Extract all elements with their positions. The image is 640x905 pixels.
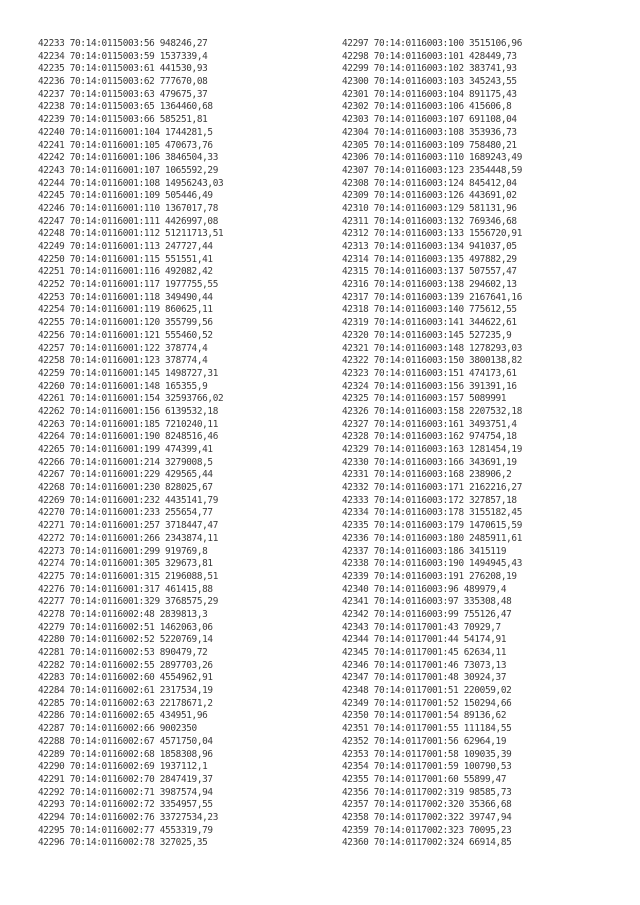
list-item: 42313 70:14:0116003:134 941037,05 xyxy=(342,241,517,252)
list-item: 42353 70:14:0117001:58 109035,39 xyxy=(342,748,512,760)
list-item: 42319 70:14:0116003:141 344622,61 xyxy=(342,317,517,329)
list-item: 42356 70:14:0117002:319 98585,73 xyxy=(342,786,512,798)
list-item: 42305 70:14:0116003:109 758480,21 xyxy=(342,139,517,151)
list-item: 42283 70:14:0116002:60 4554962,91 xyxy=(38,672,213,684)
list-item: 42291 70:14:0116002:70 2847419,37 xyxy=(38,773,213,785)
list-item: 42332 70:14:0116003:171 2162216,27 xyxy=(342,482,523,494)
list-item: 42360 70:14:0117002:324 66914,85 xyxy=(342,837,512,849)
list-item: 42249 70:14:0116001:113 247727,44 xyxy=(38,241,213,252)
list-item: 42315 70:14:0116003:137 507557,47 xyxy=(342,266,517,278)
list-item: 42243 70:14:0116001:107 1065592,29 xyxy=(38,164,219,176)
list-item: 42259 70:14:0116001:145 1498727,31 xyxy=(38,367,219,379)
list-item: 42328 70:14:0116003:162 974754,18 xyxy=(342,431,517,443)
list-item: 42307 70:14:0116003:123 2354448,59 xyxy=(342,164,523,176)
list-item: 42320 70:14:0116003:145 527235,9 xyxy=(342,329,512,341)
list-item: 42244 70:14:0116001:108 14956243,03 xyxy=(38,177,224,189)
list-item: 42329 70:14:0116003:163 1281454,19 xyxy=(342,444,523,455)
list-item: 42285 70:14:0116002:63 22178671,2 xyxy=(38,697,213,709)
list-item: 42302 70:14:0116003:106 415606,8 xyxy=(342,101,512,113)
list-item: 42237 70:14:0115003:63 479675,37 xyxy=(38,88,208,100)
list-item: 42346 70:14:0117001:46 73073,13 xyxy=(342,659,507,671)
list-item: 42278 70:14:0116002:48 2839813,3 xyxy=(38,608,208,620)
list-item: 42238 70:14:0115003:65 1364460,68 xyxy=(38,101,213,113)
list-item: 42348 70:14:0117001:51 220059,02 xyxy=(342,685,512,697)
list-item: 42350 70:14:0117001:54 89136,62 xyxy=(342,710,507,722)
list-item: 42299 70:14:0116003:102 383741,93 xyxy=(342,63,517,75)
list-item: 42311 70:14:0116003:132 769346,68 xyxy=(342,215,517,227)
list-item: 42304 70:14:0116003:108 353936,73 xyxy=(342,126,517,138)
list-item: 42316 70:14:0116003:138 294602,13 xyxy=(342,279,517,291)
list-item: 42295 70:14:0116002:77 4553319,79 xyxy=(38,824,213,836)
list-item: 42262 70:14:0116001:156 6139532,18 xyxy=(38,405,219,417)
list-item: 42330 70:14:0116003:166 343691,19 xyxy=(342,456,517,468)
list-item: 42339 70:14:0116003:191 276208,19 xyxy=(342,570,517,582)
right-column xyxy=(342,38,522,850)
list-item: 42359 70:14:0117002:323 70095,23 xyxy=(342,824,512,836)
list-item: 42309 70:14:0116003:126 443691,02 xyxy=(342,190,517,202)
list-item: 42335 70:14:0116003:179 1470615,59 xyxy=(342,520,523,532)
list-item: 42296 70:14:0116002:78 327025,35 xyxy=(38,837,208,849)
list-item: 42250 70:14:0116001:115 551551,41 xyxy=(38,253,213,265)
list-item: 42277 70:14:0116001:329 3768575,29 xyxy=(38,596,219,608)
list-item: 42270 70:14:0116001:233 255654,77 xyxy=(38,507,213,519)
list-item: 42287 70:14:0116002:66 9002350 xyxy=(38,723,197,735)
list-item: 42269 70:14:0116001:232 4435141,79 xyxy=(38,494,219,506)
list-item: 42275 70:14:0116001:315 2196088,51 xyxy=(38,570,219,582)
list-item: 42357 70:14:0117002:320 35366,68 xyxy=(342,799,512,811)
list-item: 42258 70:14:0116001:123 378774,4 xyxy=(38,355,208,367)
list-item: 42322 70:14:0116003:150 3800138,82 xyxy=(342,355,523,367)
list-item: 42245 70:14:0116001:109 505446,49 xyxy=(38,190,213,202)
list-item: 42355 70:14:0117001:60 55899,47 xyxy=(342,773,507,785)
list-item: 42264 70:14:0116001:190 8248516,46 xyxy=(38,431,219,443)
list-item: 42326 70:14:0116003:158 2207532,18 xyxy=(342,405,523,417)
list-item: 42352 70:14:0117001:56 62964,19 xyxy=(342,735,507,747)
list-item: 42252 70:14:0116001:117 1977755,55 xyxy=(38,279,219,291)
list-item: 42240 70:14:0116001:104 1744281,5 xyxy=(38,126,213,138)
list-item: 42282 70:14:0116002:55 2897703,26 xyxy=(38,659,213,671)
list-item: 42242 70:14:0116001:106 3846504,33 xyxy=(38,152,219,164)
list-item: 42314 70:14:0116003:135 497882,29 xyxy=(342,253,517,265)
list-item: 42340 70:14:0116003:96 489979,4 xyxy=(342,583,507,595)
list-item: 42349 70:14:0117001:52 150294,66 xyxy=(342,697,512,709)
list-item: 42290 70:14:0116002:69 1937112,1 xyxy=(38,761,208,773)
list-item: 42288 70:14:0116002:67 4571750,04 xyxy=(38,735,213,747)
list-item: 42310 70:14:0116003:129 581131,96 xyxy=(342,202,517,214)
list-item: 42298 70:14:0116003:101 428449,73 xyxy=(342,50,517,62)
list-item: 42248 70:14:0116001:112 51211713,51 xyxy=(38,228,224,240)
list-item: 42321 70:14:0116003:148 1278293,03 xyxy=(342,342,523,354)
list-item: 42233 70:14:0115003:56 948246,27 xyxy=(38,38,208,49)
list-item: 42323 70:14:0116003:151 474173,61 xyxy=(342,367,517,379)
list-item: 42247 70:14:0116001:111 4426997,08 xyxy=(38,215,219,227)
list-item: 42344 70:14:0117001:44 54174,91 xyxy=(342,634,507,646)
list-item: 42235 70:14:0115003:61 441530,93 xyxy=(38,63,208,75)
list-item: 42281 70:14:0116002:53 890479,72 xyxy=(38,647,208,658)
list-item: 42354 70:14:0117001:59 100790,53 xyxy=(342,761,512,773)
list-item: 42325 70:14:0116003:157 5089991 xyxy=(342,393,507,405)
list-item: 42294 70:14:0116002:76 33727534,23 xyxy=(38,811,219,823)
list-item: 42293 70:14:0116002:72 3354957,55 xyxy=(38,799,213,811)
list-item: 42257 70:14:0116001:122 378774,4 xyxy=(38,342,208,354)
list-item: 42312 70:14:0116003:133 1556720,91 xyxy=(342,228,523,240)
list-item: 42280 70:14:0116002:52 5220769,14 xyxy=(38,634,213,646)
list-item: 42260 70:14:0116001:148 165355,9 xyxy=(38,380,208,392)
list-item: 42338 70:14:0116003:190 1494945,43 xyxy=(342,558,523,570)
list-item: 42289 70:14:0116002:68 1858308,96 xyxy=(38,748,213,760)
list-item: 42301 70:14:0116003:104 891175,43 xyxy=(342,88,517,100)
list-item: 42331 70:14:0116003:168 238906,2 xyxy=(342,469,512,481)
list-item: 42236 70:14:0115003:62 777670,08 xyxy=(38,76,208,88)
list-item: 42300 70:14:0116003:103 345243,55 xyxy=(342,76,517,88)
list-item: 42336 70:14:0116003:180 2485911,61 xyxy=(342,532,523,544)
list-item: 42347 70:14:0117001:48 30924,37 xyxy=(342,672,507,684)
list-item: 42239 70:14:0115003:66 585251,81 xyxy=(38,114,208,126)
list-item: 42267 70:14:0116001:229 429565,44 xyxy=(38,469,213,481)
list-item: 42317 70:14:0116003:139 2167641,16 xyxy=(342,291,523,303)
list-item: 42342 70:14:0116003:99 755126,47 xyxy=(342,608,512,620)
list-item: 42268 70:14:0116001:230 828025,67 xyxy=(38,482,213,494)
list-item: 42254 70:14:0116001:119 860625,11 xyxy=(38,304,213,316)
list-item: 42284 70:14:0116002:61 2317534,19 xyxy=(38,685,213,697)
list-item: 42241 70:14:0116001:105 470673,76 xyxy=(38,139,213,151)
list-item: 42266 70:14:0116001:214 3279008,5 xyxy=(38,456,213,468)
list-item: 42276 70:14:0116001:317 461415,88 xyxy=(38,583,213,595)
list-item: 42251 70:14:0116001:116 492082,42 xyxy=(38,266,213,278)
list-item: 42255 70:14:0116001:120 355799,56 xyxy=(38,317,213,329)
list-item: 42358 70:14:0117002:322 39747,94 xyxy=(342,811,512,823)
list-item: 42273 70:14:0116001:299 919769,8 xyxy=(38,545,208,557)
list-item: 42261 70:14:0116001:154 32593766,02 xyxy=(38,393,224,405)
list-item: 42272 70:14:0116001:266 2343874,11 xyxy=(38,532,219,544)
list-item: 42286 70:14:0116002:65 434951,96 xyxy=(38,710,208,722)
list-item: 42327 70:14:0116003:161 3493751,4 xyxy=(342,418,517,430)
list-item: 42334 70:14:0116003:178 3155182,45 xyxy=(342,507,523,519)
list-item: 42274 70:14:0116001:305 329673,81 xyxy=(38,558,213,570)
list-item: 42253 70:14:0116001:118 349490,44 xyxy=(38,291,213,303)
list-item: 42345 70:14:0117001:45 62634,11 xyxy=(342,647,507,658)
left-column xyxy=(38,38,223,850)
list-item: 42297 70:14:0116003:100 3515106,96 xyxy=(342,38,523,49)
list-item: 42337 70:14:0116003:186 3415119 xyxy=(342,545,507,557)
list-item: 42265 70:14:0116001:199 474399,41 xyxy=(38,444,213,455)
list-item: 42351 70:14:0117001:55 111184,55 xyxy=(342,723,512,735)
list-item: 42279 70:14:0116002:51 1462063,06 xyxy=(38,621,213,633)
list-item: 42341 70:14:0116003:97 335308,48 xyxy=(342,596,512,608)
list-item: 42234 70:14:0115003:59 1537339,4 xyxy=(38,50,208,62)
list-item: 42271 70:14:0116001:257 3718447,47 xyxy=(38,520,219,532)
list-item: 42343 70:14:0117001:43 70929,7 xyxy=(342,621,501,633)
list-item: 42292 70:14:0116002:71 3987574,94 xyxy=(38,786,213,798)
list-item: 42324 70:14:0116003:156 391391,16 xyxy=(342,380,517,392)
list-item: 42263 70:14:0116001:185 7210240,11 xyxy=(38,418,219,430)
list-item: 42246 70:14:0116001:110 1367017,78 xyxy=(38,202,219,214)
list-item: 42306 70:14:0116003:110 1689243,49 xyxy=(342,152,523,164)
list-item: 42318 70:14:0116003:140 775612,55 xyxy=(342,304,517,316)
list-item: 42303 70:14:0116003:107 691108,04 xyxy=(342,114,517,126)
list-item: 42333 70:14:0116003:172 327857,18 xyxy=(342,494,517,506)
list-item: 42256 70:14:0116001:121 555460,52 xyxy=(38,329,213,341)
list-item: 42308 70:14:0116003:124 845412,04 xyxy=(342,177,517,189)
